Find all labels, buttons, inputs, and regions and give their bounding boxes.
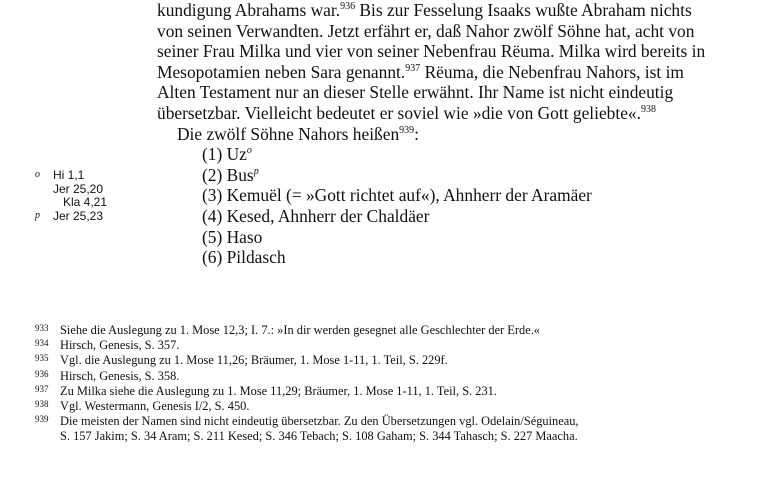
footnote-text: Hirsch, Genesis, S. 357. [60, 338, 180, 353]
son-text: (6) Pildasch [202, 247, 286, 268]
footnote-text: Siehe die Auslegung zu 1. Mose 12,3; I. 7.: »In dir werden gesegnet alle Geschlechter der Erde.« [60, 323, 540, 337]
son-text: (1) Uz [202, 144, 247, 165]
sons-intro [157, 124, 717, 145]
footnote [35, 399, 735, 414]
footnote [35, 323, 735, 338]
footnote-continuation: S. 157 Jakim; S. 34 Aram; S. 211 Kesed; S. 346 Tebach; S. 108 Gaham; S. 344 Tahasch; S. 227 Maacha. [60, 429, 578, 444]
son-text: (3) Kemuël (= »Gott richtet auf«), Ahnherr der Aramäer [202, 185, 592, 206]
footnote-number: 933 [35, 323, 49, 333]
footnote-text: Hirsch, Genesis, S. 358. [60, 368, 180, 383]
intro-text: Die zwölf Söhne Nahors heißen [177, 123, 400, 144]
footnote [35, 369, 735, 384]
footnote [35, 338, 735, 353]
footnote-number: 934 [35, 338, 49, 349]
footnote-ref[interactable]: 937 [405, 62, 421, 74]
cross-ref-item [35, 196, 107, 210]
footnote-text: Zu Milka siehe die Auslegung zu 1. Mose 11,29; Bräumer, 1. Mose 1-11, 1. Teil, S. 231. [60, 383, 497, 398]
list-item [202, 185, 717, 206]
intro-colon: : [414, 123, 419, 144]
footnote-number: 939 [35, 414, 49, 425]
son-text: (4) Kesed, Ahnherr der Chaldäer [202, 205, 430, 226]
list-item [202, 165, 717, 186]
footnote [35, 384, 735, 399]
list-item [202, 247, 717, 268]
footnote-number: 938 [35, 399, 49, 410]
cross-ref-text[interactable]: Kla 4,21 [63, 195, 108, 210]
son-text: (2) Bus [202, 164, 254, 185]
cross-ref-mark: p [253, 165, 259, 177]
list-item [202, 227, 717, 248]
son-text: (5) Haso [202, 226, 263, 247]
footnotes [35, 323, 735, 445]
cross-ref-mark: o [35, 169, 40, 180]
cross-ref-item [35, 210, 107, 224]
cross-ref-text[interactable]: Jer 25,23 [53, 208, 104, 223]
margin-cross-references [35, 169, 107, 223]
footnote [35, 353, 735, 368]
list-item [202, 144, 717, 165]
cross-ref-mark: p [35, 209, 40, 221]
footnote-text: Vgl. die Auslegung zu 1. Mose 11,26; Bräumer, 1. Mose 1-11, 1. Teil, S. 229f. [60, 353, 448, 368]
footnote-number: 936 [35, 368, 49, 379]
list-item [202, 206, 717, 227]
cross-ref-text[interactable]: Hi 1,1 [53, 168, 85, 182]
footnote-ref[interactable]: 936 [340, 1, 356, 12]
cross-ref-text[interactable]: Jer 25,20 [53, 181, 104, 196]
footnote-number: 935 [35, 353, 49, 364]
footnote-ref[interactable]: 939 [399, 124, 415, 136]
footnote [35, 414, 735, 429]
cross-ref-item [35, 169, 107, 183]
footnote-number: 937 [35, 383, 49, 394]
footnote-ref[interactable]: 938 [640, 103, 656, 115]
paragraph-text: kundigung Abrahams war. [157, 0, 341, 20]
sons-list [157, 144, 717, 268]
cross-ref-mark: o [246, 145, 252, 157]
paragraph-text: Bis zur Fesselung Isaaks wußte Abraham nichts von seinen Verwandten. Jetzt erfährt er, daß Nahor zwölf Söhne hat, acht von seiner Frau Milka und vier von seiner Nebenfrau Rëuma. Milka wird bereits in Mesopotamien neben Sara genannt. [157, 0, 706, 82]
footnote-text: Die meisten der Namen sind nicht eindeutig übersetzbar. Zu den Übersetzungen vgl. Odelain/Séguineau, [60, 414, 579, 429]
cross-ref-item [35, 183, 107, 197]
footnote-text: Vgl. Westermann, Genesis I/2, S. 450. [60, 399, 250, 414]
body-paragraph [157, 0, 717, 124]
paragraph-text: Rëuma, die Nebenfrau Nahors, ist im Alten Testament nur an dieser Stelle erwähnt. Ihr Name ist nicht eindeutig übersetzbar. Vielleicht bedeutet er soviel wie »die von Gott geliebte«. [157, 61, 684, 123]
main-text [157, 0, 717, 268]
